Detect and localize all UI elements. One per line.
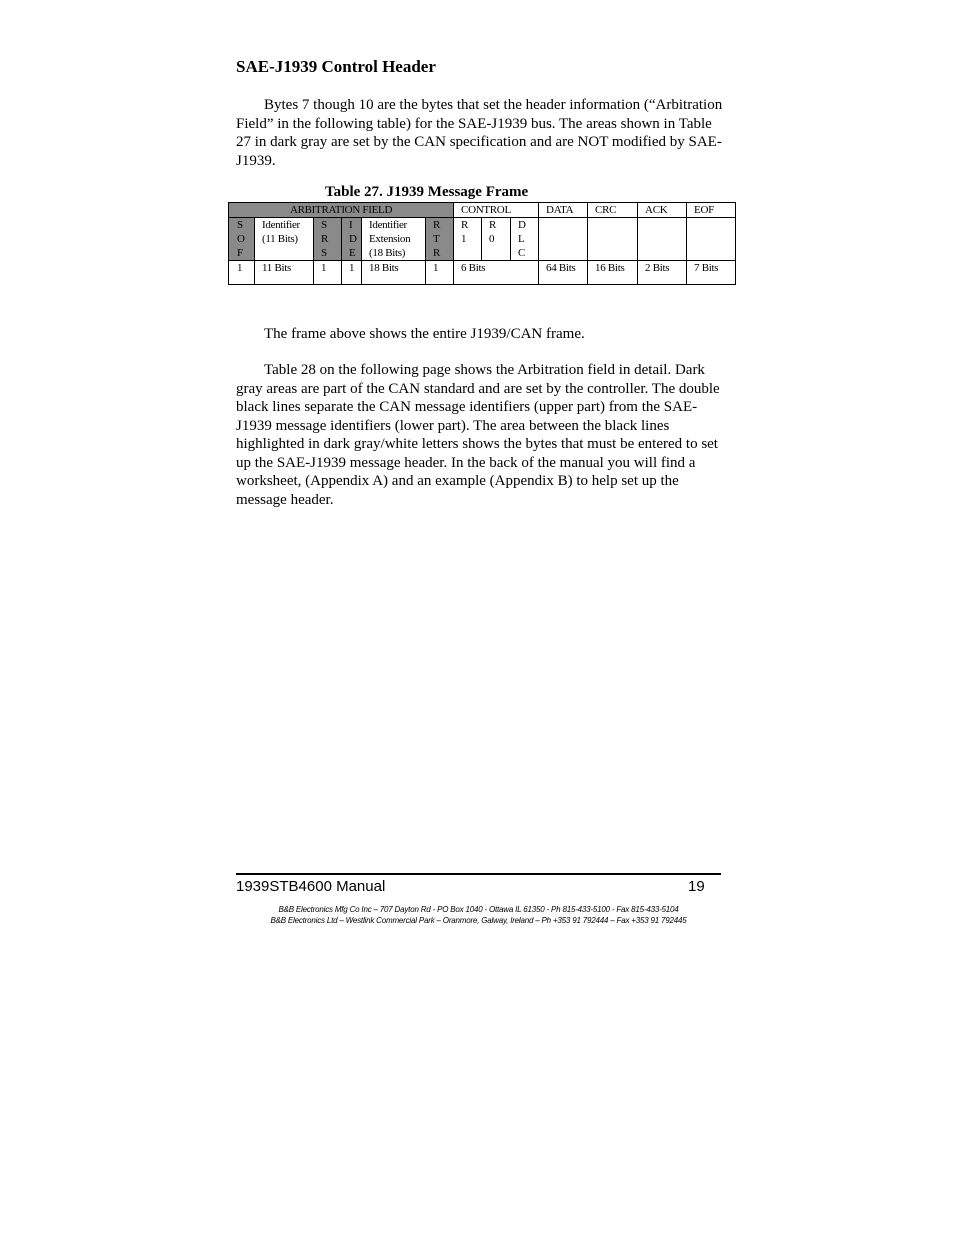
eof-field-cell (687, 218, 736, 261)
footer-address-ireland: B&B Electronics Ltd – Westlink Commercial Park – Oranmore, Galway, Ireland – Ph +353 91 792444 – Fax +353 91 792445 (270, 916, 687, 925)
arbitration-field-header: ARBITRATION FIELD (229, 203, 454, 218)
rtr-letter: R (433, 219, 441, 231)
message-frame-table (228, 202, 736, 285)
table-header-row (229, 203, 736, 218)
ide-letter: I (349, 219, 353, 231)
identifier-ext-bits-cell: 18 Bits (362, 261, 426, 285)
intro-paragraph (236, 96, 726, 170)
rtr-bits-cell: 1 (426, 261, 454, 285)
footer-address-us: B&B Electronics Mfg Co Inc – 707 Dayton Rd - PO Box 1040 - Ottawa IL 61350 - Ph 815-433-5100 - Fax 815-433-5104 (278, 905, 679, 914)
ack-header: ACK (638, 203, 687, 218)
arbitration-detail-paragraph (236, 361, 726, 509)
identifier-extension-field-cell (362, 218, 426, 261)
section-heading: SAE-J1939 Control Header (236, 57, 436, 76)
r1-field-cell (454, 218, 482, 261)
table-fields-row (229, 218, 736, 261)
frame-note-paragraph (236, 325, 726, 344)
dlc-letter: C (518, 247, 526, 259)
srr-field-cell (314, 218, 342, 261)
srr-letter: R (321, 233, 329, 245)
ide-letter: E (349, 247, 356, 259)
identifier-bits-cell: 11 Bits (255, 261, 314, 285)
ide-letter: D (349, 233, 357, 245)
crc-bits-cell: 16 Bits (588, 261, 638, 285)
footer-rule (236, 873, 721, 875)
r0-field-cell (482, 218, 511, 261)
rtr-letter: T (433, 233, 440, 245)
ack-bits-cell: 2 Bits (638, 261, 687, 285)
ide-bits-cell: 1 (342, 261, 362, 285)
intro-paragraph-text: Bytes 7 though 10 are the bytes that set the header information (“Arbitration Field” in the following table) for the SAE-J1939 bus. The areas shown in Table 27 in dark gray are set by the CAN specification and are NOT modified by SAE-J1939. (236, 97, 723, 169)
r0-letter: R (489, 219, 497, 231)
identifier-ext-label: Identifier (369, 219, 407, 231)
identifier-label: Identifier (262, 219, 300, 231)
data-header: DATA (539, 203, 588, 218)
crc-field-cell (588, 218, 638, 261)
r1-letter: 1 (461, 233, 467, 245)
sof-field-cell (229, 218, 255, 261)
control-header: CONTROL (454, 203, 539, 218)
frame-note-text: The frame above shows the entire J1939/CAN frame. (264, 326, 585, 342)
footer-page-number: 19 (688, 878, 705, 895)
sof-letter: F (237, 247, 243, 259)
sof-bits-cell: 1 (229, 261, 255, 285)
data-field-cell (539, 218, 588, 261)
r0-letter: 0 (489, 233, 495, 245)
ack-field-cell (638, 218, 687, 261)
footer-manual-title: 1939STB4600 Manual (236, 878, 386, 895)
identifier-field-cell (255, 218, 314, 261)
table-bits-row (229, 261, 736, 285)
arbitration-detail-text: Table 28 on the following page shows the Arbitration field in detail. Dark gray areas are part of the CAN standard and are set by the controller. The double black lines separate the CAN message identifiers (upper part) from the SAE-J1939 message identifiers (lower part). The area between the black lines highlighted in dark gray/white letters shows the bytes that must be entered to set up the SAE-J1939 message header. In the back of the manual you will find a worksheet, (Appendix A) and an example (Appendix B) to help set up the message header. (236, 362, 720, 508)
crc-header: CRC (588, 203, 638, 218)
ide-field-cell (342, 218, 362, 261)
data-bits-cell: 64 Bits (539, 261, 588, 285)
srr-bits-cell: 1 (314, 261, 342, 285)
r1-letter: R (461, 219, 469, 231)
srr-letter: S (321, 247, 327, 259)
identifier-ext-label: Extension (369, 233, 411, 245)
identifier-bits-label: (11 Bits) (262, 233, 298, 245)
control-bits-cell: 6 Bits (454, 261, 539, 285)
identifier-ext-bits-label: (18 Bits) (369, 247, 406, 259)
sof-letter: S (237, 219, 243, 231)
dlc-field-cell (511, 218, 539, 261)
rtr-field-cell (426, 218, 454, 261)
eof-bits-cell: 7 Bits (687, 261, 736, 285)
sof-letter: O (237, 233, 245, 245)
dlc-letter: L (518, 233, 525, 245)
srr-letter: S (321, 219, 327, 231)
dlc-letter: D (518, 219, 526, 231)
eof-header: EOF (687, 203, 736, 218)
rtr-letter: R (433, 247, 441, 259)
table-caption: Table 27. J1939 Message Frame (325, 184, 529, 200)
